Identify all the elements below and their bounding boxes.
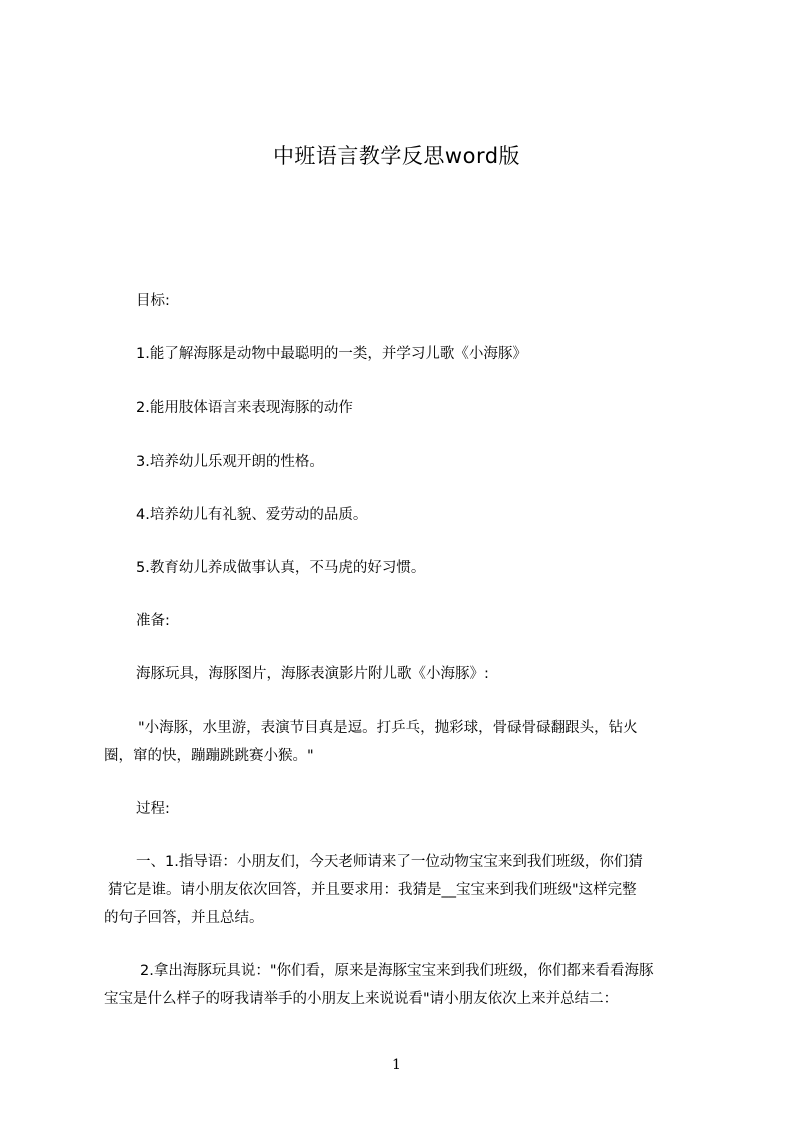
goal-item-5: 5.教育幼儿养成做事认真，不马虎的好习惯。 xyxy=(136,560,426,576)
process-step-1-line-2: 猜它是谁。请小朋友依次回答，并且要求用：我猜是__宝宝来到我们班级"这样完整 xyxy=(108,882,637,898)
document-title: 中班语言教学反思word版 xyxy=(272,144,521,168)
goal-item-1: 1.能了解海豚是动物中最聪明的一类，并学习儿歌《小海豚》 xyxy=(136,346,527,362)
poem-line-1: "小海豚，水里游，表演节目真是逗。打乒乓，抛彩球，骨碌骨碌翻跟头，钻火 xyxy=(138,720,638,736)
process-step-1-line-1: 一、1.指导语：小朋友们，今天老师请来了一位动物宝宝来到我们班级，你们猜 xyxy=(136,854,643,870)
goal-item-2: 2.能用肢体语言来表现海豚的动作 xyxy=(136,400,353,416)
section-heading-process: 过程: xyxy=(136,801,170,817)
process-step-1-line-3: 的句子回答，并且总结。 xyxy=(104,910,264,926)
page-number: 1 xyxy=(392,1057,401,1073)
goal-item-4: 4.培养幼儿有礼貌、爱劳动的品质。 xyxy=(136,507,368,523)
process-step-2-line-2: 宝宝是什么样子的呀我请举手的小朋友上来说说看"请小朋友依次上来并总结二： xyxy=(104,991,619,1007)
section-heading-preparation: 准备: xyxy=(136,613,170,629)
goal-item-3: 3.培养幼儿乐观开朗的性格。 xyxy=(136,454,324,470)
poem-line-2: 圈，窜的快，蹦蹦跳跳赛小猴。" xyxy=(104,748,314,764)
section-heading-goals: 目标: xyxy=(136,293,170,309)
preparation-text: 海豚玩具，海豚图片，海豚表演影片附儿歌《小海豚》: xyxy=(136,666,489,682)
process-step-2-line-1: 2.拿出海豚玩具说："你们看，原来是海豚宝宝来到我们班级，你们都来看看海豚 xyxy=(140,963,654,979)
